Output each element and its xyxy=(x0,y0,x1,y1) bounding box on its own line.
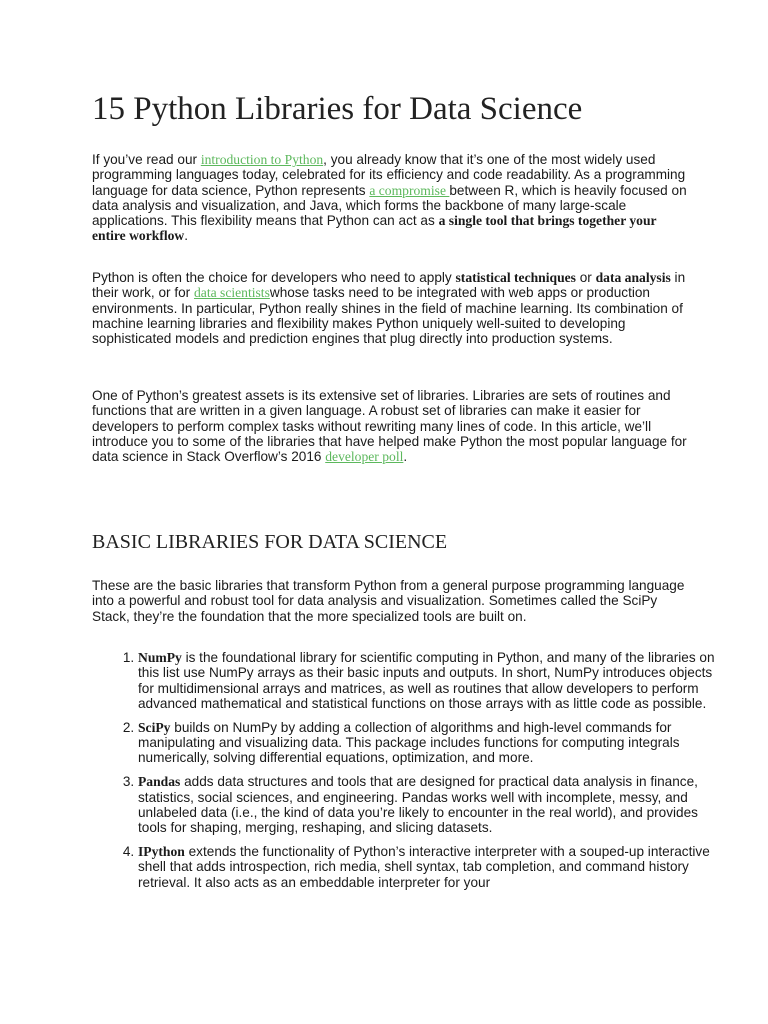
libraries-paragraph xyxy=(92,388,692,464)
intro-paragraph xyxy=(92,152,692,244)
para2-bold-data-analysis: data analysis xyxy=(595,270,671,285)
a-compromise-link[interactable]: a compromise xyxy=(369,182,450,198)
list-item xyxy=(138,774,728,835)
data-scientists-link[interactable]: data scientists xyxy=(193,285,270,301)
library-name: NumPy xyxy=(138,650,182,665)
para3-text-2: . xyxy=(403,449,408,465)
library-description: extends the functionality of Python’s interactive interpreter with a souped-up interactive shell that adds introspection, rich media, shell syntax, tab completion, and command history retrieval. It also acts as an embeddable interpreter for your xyxy=(138,844,710,890)
intro-text-1: If you’ve read our xyxy=(92,152,201,167)
intro-bold-text: a single tool that brings together your entire workflow xyxy=(92,213,657,244)
intro-text-4: . xyxy=(184,228,189,244)
para2-bold-statistical-techniques: statistical techniques xyxy=(455,270,576,285)
library-name: SciPy xyxy=(138,719,171,735)
library-description: is the foundational library for scientific computing in Python, and many of the libraries on this list use NumPy arrays as their basic inputs and outputs. In short, NumPy introduces objects for multidimensional arrays and matrices, as well as routines that allow developers to perform advanced mathematical and statistical functions on those arrays with as little code as possible. xyxy=(138,650,715,711)
para2-text-4: whose tasks need to be integrated with web apps or production environments. In particular, Python really shines in the field of machine learning. Its combination of machine learning libraries and flexibility makes Python uniquely well-suited to developing sophisticated models and prediction engines that plug directly into production systems. xyxy=(92,285,683,347)
python-usage-paragraph xyxy=(92,270,692,346)
intro-text-2: , you already know that it’s one of the most widely used programming languages today, celebrated for its efficiency and code readability. As a programming language for data science, Python represents xyxy=(92,152,686,198)
para2-text-2: or xyxy=(575,270,596,285)
para2-text-1: Python is often the choice for developers who need to apply xyxy=(92,270,456,285)
section-intro-paragraph: These are the basic libraries that transform Python from a general purpose programming language into a powerful and robust tool for data analysis and visualization. Sometimes called the SciPy Stack, they’re the foundation that the more specialized tools are built on. xyxy=(92,578,685,624)
library-description: builds on NumPy by adding a collection of algorithms and high-level commands for manipulating and visualizing data. This package includes functions for computing integrals numerically, solving differential equations, optimization, and more. xyxy=(138,719,680,766)
section-heading: BASIC LIBRARIES FOR DATA SCIENCE xyxy=(92,531,448,553)
library-description: adds data structures and tools that are designed for practical data analysis in finance, statistics, social sciences, and engineering. Pandas works well with incomplete, messy, and unlabeled data (i.e., the kind of data you’re likely to encounter in the real world), and provides tools for shaping, merging, reshaping, and slicing datasets. xyxy=(138,774,698,836)
intro-text-3: between R, which is heavily focused on data analysis and visualization, and Java, which forms the backbone of many large-scale applications. This flexibility means that Python can act as xyxy=(92,182,687,229)
page-title: 15 Python Libraries for Data Science xyxy=(92,91,583,127)
library-name: IPython xyxy=(138,844,185,860)
library-list xyxy=(92,650,728,899)
para2-text-3: in their work, or for xyxy=(92,270,686,301)
para3-text-1: One of Python’s greatest assets is its extensive set of libraries. Libraries are sets of routines and functions that are written in a given language. A robust set of libraries can make it easier for developers to perform complex tasks without rewriting many lines of code. In this article, we’ll introduce you to some of the libraries that have helped make Python the most popular language for data science in Stack Overflow’s 2016 xyxy=(92,388,687,465)
list-item xyxy=(138,844,728,890)
list-item xyxy=(138,720,728,766)
library-name: Pandas xyxy=(138,774,181,790)
list-item xyxy=(138,650,728,711)
developer-poll-link[interactable]: developer poll xyxy=(325,449,404,465)
introduction-to-python-link[interactable]: introduction to Python xyxy=(200,152,324,167)
